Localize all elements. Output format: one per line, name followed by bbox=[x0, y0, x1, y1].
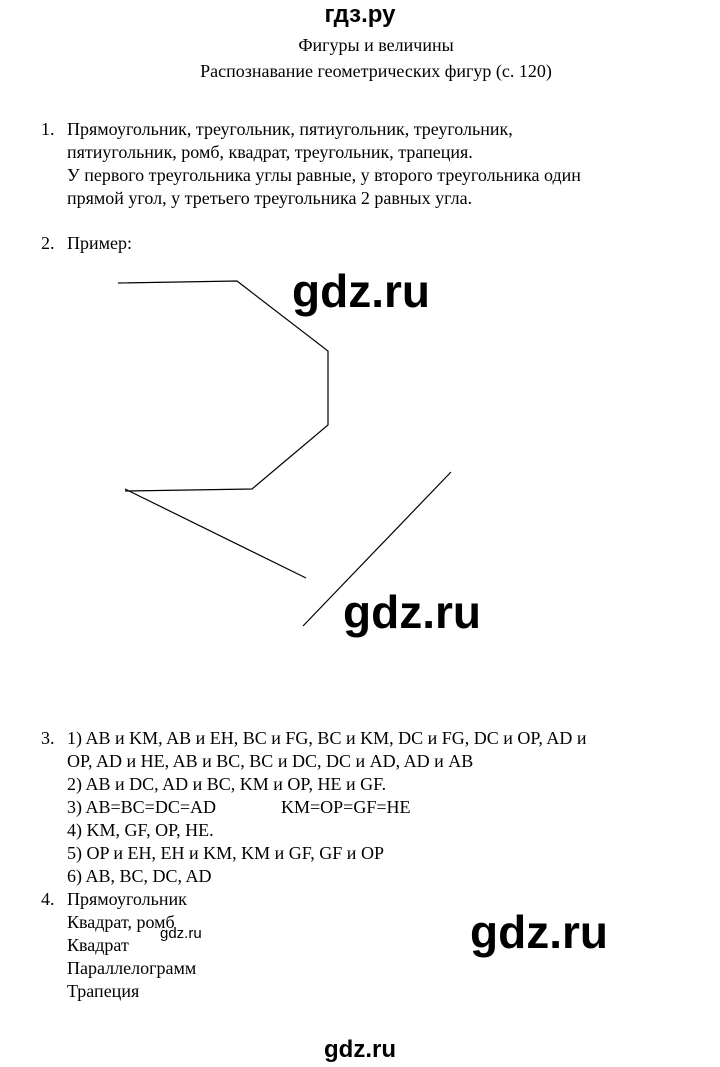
task4-number: 4. bbox=[41, 889, 55, 909]
task3-line: OP, AD и HE, AB и BC, BC и DC, DC и AD, AD и AB bbox=[67, 751, 474, 771]
watermark-gdz: gdz.ru bbox=[292, 265, 430, 317]
task3-line: 4) KM, GF, OP, HE. bbox=[67, 820, 214, 840]
task3-number: 3. bbox=[41, 728, 55, 748]
task3-line: 2) AB и DC, AD и BC, KM и OP, HE и GF. bbox=[67, 774, 387, 794]
task1-line: У первого треугольника углы равные, у второго треугольника один bbox=[67, 165, 581, 185]
section-title: Фигуры и величины bbox=[298, 35, 454, 55]
task1-number: 1. bbox=[41, 119, 55, 139]
task4-line: Параллелограмм bbox=[67, 958, 197, 978]
task3-line: 1) AB и KM, AB и EH, BC и FG, BC и KM, DC и FG, DC и OP, AD и bbox=[67, 728, 587, 748]
task3-line-extra: KM=OP=GF=HE bbox=[281, 797, 411, 817]
watermark-gdz: gdz.ru bbox=[343, 586, 481, 638]
watermark-gdz: gdz.ru bbox=[470, 906, 608, 958]
site-header: гдз.ру bbox=[324, 1, 396, 28]
topic-title: Распознавание геометрических фигур (с. 120) bbox=[200, 61, 552, 81]
ray-line-1 bbox=[125, 489, 306, 578]
task3-line: 6) AB, BC, DC, AD bbox=[67, 866, 212, 886]
task1-line: пятиугольник, ромб, квадрат, треугольник, трапеция. bbox=[67, 142, 473, 162]
task4-line: Квадрат, ромб bbox=[67, 912, 175, 932]
footer-watermark: gdz.ru bbox=[324, 1036, 396, 1063]
task1-line: прямой угол, у третьего треугольника 2 равных угла. bbox=[67, 188, 473, 208]
task4-line: Трапеция bbox=[67, 981, 140, 1001]
task2-label: Пример: bbox=[67, 233, 133, 253]
task4-line: Квадрат bbox=[67, 935, 129, 955]
task1-line: Прямоугольник, треугольник, пятиугольник, треугольник, bbox=[67, 119, 513, 139]
task3-line: 5) OP и EH, EH и KM, KM и GF, GF и OP bbox=[67, 843, 384, 863]
task4-line: Прямоугольник bbox=[67, 889, 187, 909]
task2-number: 2. bbox=[41, 233, 55, 253]
task3-line: 3) AB=BC=DC=AD bbox=[67, 797, 216, 817]
watermark-gdz-small: gdz.ru bbox=[160, 925, 202, 942]
